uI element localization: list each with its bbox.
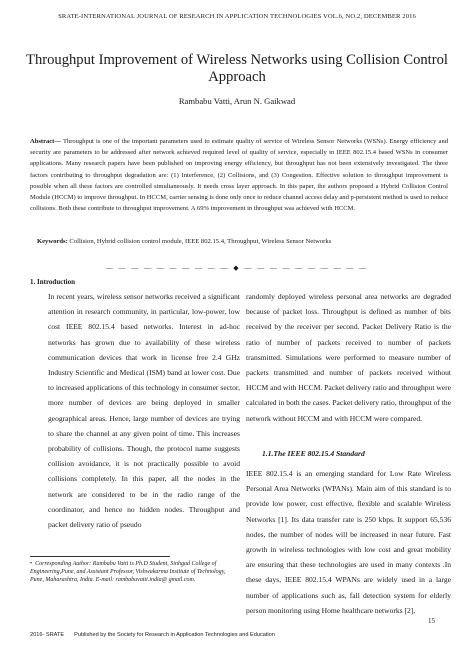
abstract [30,136,448,214]
footer-publisher: Published by the Society for Research in Application Technologies and Education [74,632,275,638]
abstract-text: Throughput is one of the important parameters used to estimate quality of service of Wireless Sensor Networks (WSNs). Energy efficiency and security are parameters to be addressed after network achieved required level of quality of service, especially in IEEE 802.15.4 based WSNs in consumer applications. Many research papers have been published on improving energy efficiency, but throughput has not been extensively investigated. The three factors contributing to throughput degradation are: (1) Interference, (2) Collisions, and (3) Congestion. Effective solution to throughput improvement is possible when all these factors are controlled simultaneously. It needs cross layer approach. In this paper, the authors proposed a Hybrid Collision Control Module (HCCM) to improve throughput. In HCCM, carrier sensing is done only once to reduce channel access delay and p-persistent method is used to reduce collisions. Both these contribute to throughput improvement. A 69% improvement in throughput was achieved with HCCM. [30,138,448,213]
right-column-text-1: randomly deployed wireless personal area networks are degraded because of packet loss. Throughput is defined as number of bits received by the receiver per second. Packet Delivery Ratio is the ratio of number of packets received to number of packets transmitted. Simulations were performed to measure number of packets transmitted and number of packets received without HCCM and with HCCM. Packet delivery ratio and throughput were calculated in both the cases. Packet delivery ratio, throughput of the network without HCCM and with HCCM were compared. [246,292,451,423]
footnote [30,560,235,585]
page-footer [30,632,450,638]
footer-year: 2016- SRATE [30,632,65,638]
keywords [37,238,447,245]
keywords-label: Keywords: [37,238,68,245]
subsection-heading: 1.1.The IEEE 802.15.4 Standard [262,449,365,458]
running-header: SRATE-INTERNATIONAL JOURNAL OF RESEARCH IN APPLICATION TECHNOLOGIES VOL.6, NO.2, DECEMBER 2016 [58,13,416,20]
left-column-text: In recent years, wireless sensor networks received a significant attention in research community, in particular, low-power, low cost IEEE 802.15.4 based networks. Interest in ad-hoc networks has grown due to availability of these wireless communication devices that work in license free 2.4 GHz Industry Scientific and Medical (ISM) band at lower cost. Due to increased applications of this technology in consumer sector, more number of devices are being deployed in smaller geographical areas. Hence, large number of devices are trying to share the channel at any given point of time. This increases probability of collisions. Though, the protocol name suggests collision avoidance, it is not practically possible to avoid collisions completely. In this paper, all the nodes in the network are considered to be in the radio range of the coordinator, and hence no hidden nodes. Throughput and packet delivery ratio of pseudo [48,292,240,530]
abstract-label: Abstract— [30,138,61,145]
paper-authors: Rambabu Vatti, Arun N. Gaikwad [178,96,296,106]
footnote-rule [30,556,170,557]
paper-title: Throughput Improvement of Wireless Networks using Collision Control Approach [26,52,448,85]
footnote-text: Corresponding Author: Rambabu Vatti is Ph.D Student, Sinhgad College of Engineering,Pune, and Assistant Professor, Vishwakarma Institute of Technology, Pune, Maharashtra, India. E-mail: rambabuvatti.india@ gmail.com. [30,561,226,584]
section-divider: — — — — — — — — — — ◆ — — — — — — — — — — [105,264,369,272]
section-heading-introduction: 1. Introduction [30,278,75,286]
page-number: 15 [428,617,435,625]
right-column-text-2: IEEE 802.15.4 is an emerging standard for Low Rate Wireless Personal Area Networks (WPANs). Main aim of this standard is to provide low power, cost effective, flexible and scalable Wireless Networks [1]. Its data transfer rate is 250 kbps. It support 65,536 nodes, the number of nodes will be increased in near future. Fast growth in wireless technologies with low cost and great mobility are ensuring that these technologies are used in many contexts .In these days, IEEE 802.15.4 WPANs are widely used in a large number of applications such as, fall detection system for elderly person monitoring using Home healthcare networks [2], [246,469,451,615]
footnote-bullet: • [30,561,33,567]
keywords-text: Collision, Hybrid collision control module, IEEE 802.15.4, Throughput, Wireless Sensor Networks [67,238,332,245]
